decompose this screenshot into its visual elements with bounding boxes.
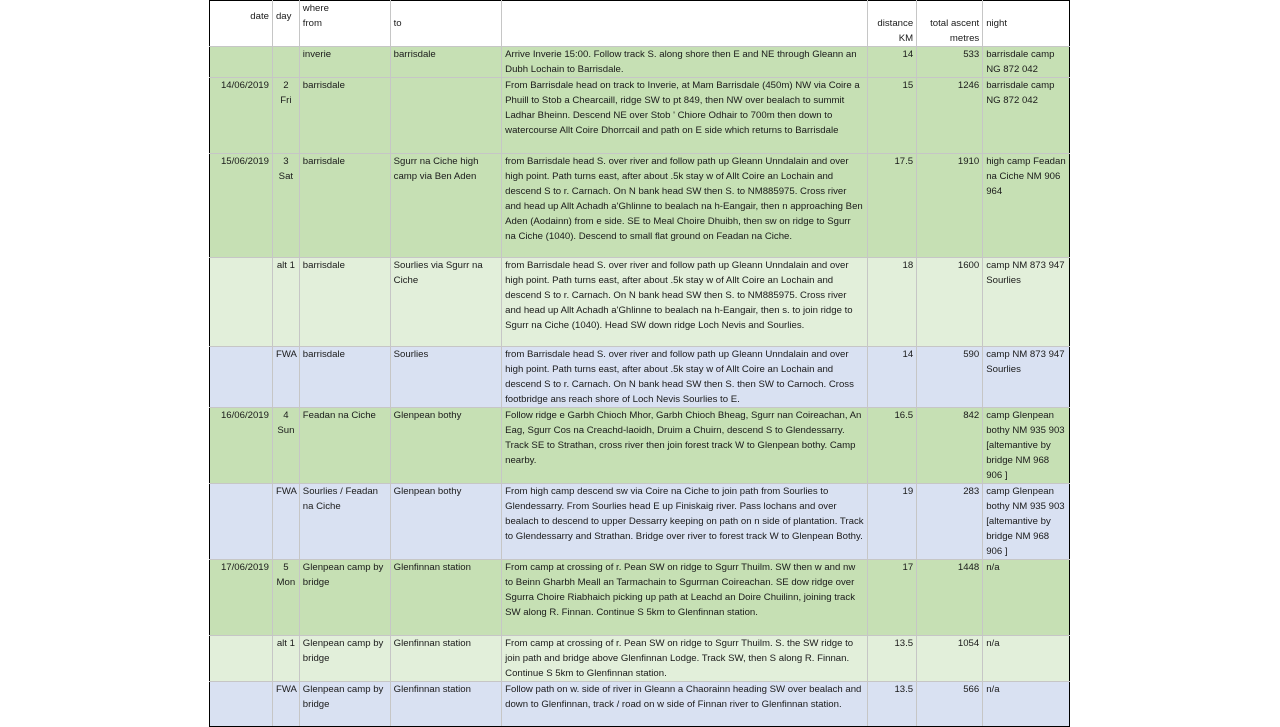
to-cell: Glenpean bothy	[390, 408, 502, 484]
night-cell: n/a	[983, 636, 1070, 682]
day-number: 5	[283, 562, 289, 573]
header-to-label: to	[393, 18, 402, 29]
night-cell: camp NM 873 947 Sourlies	[983, 347, 1070, 408]
date-cell	[210, 47, 273, 78]
table-row	[210, 560, 1070, 636]
table-row	[210, 408, 1070, 484]
table-row	[210, 258, 1070, 347]
table-row	[210, 347, 1070, 408]
from-cell: barrisdale	[299, 347, 390, 408]
date-cell	[210, 484, 273, 560]
header-day-label: day	[275, 11, 292, 22]
day-number: 3	[283, 156, 289, 167]
day-num-cell: FWA	[272, 682, 299, 727]
header-to	[390, 1, 502, 47]
night-cell: barrisdale camp NG 872 042	[983, 47, 1070, 78]
header-date-label: date	[250, 11, 269, 22]
ascent-cell: 533	[917, 47, 983, 78]
to-cell: Glenfinnan station	[390, 560, 502, 636]
to-cell: Glenpean bothy	[390, 484, 502, 560]
date-cell	[210, 347, 273, 408]
route-cell: Arrive Inverie 15:00. Follow track S. along shore then E and NE through Gleann an Dubh Lochain to Barrisdale.	[502, 47, 867, 78]
table-row	[210, 484, 1070, 560]
distance-cell: 16.5	[867, 408, 917, 484]
to-cell: Sourlies via Sgurr na Ciche	[390, 258, 502, 347]
distance-cell: 13.5	[867, 636, 917, 682]
header-where-label: where	[302, 3, 329, 14]
day-name: Fri	[280, 95, 292, 106]
night-cell: high camp Feadan na Ciche NM 906 964	[983, 154, 1070, 258]
ascent-cell: 1910	[917, 154, 983, 258]
route-cell: Follow ridge e Garbh Chioch Mhor, Garbh Chioch Bheag, Sgurr nan Coireachan, An Eag, Sgurr Cos na Creachd-laoidh, Druim a Chuirn, descend S to Glendessarry. Track SE to Strathan, cross river then join forest track W to Glenpean bothy. Camp nearby.	[502, 408, 867, 484]
table-row	[210, 78, 1070, 154]
from-cell: inverie	[299, 47, 390, 78]
to-cell: Glenfinnan station	[390, 682, 502, 727]
day-name: Mon	[276, 577, 296, 588]
day-num-cell	[272, 408, 299, 484]
to-cell: Sgurr na Ciche high camp via Ben Aden	[390, 154, 502, 258]
day-name: Sat	[278, 171, 294, 182]
date-cell	[210, 258, 273, 347]
to-cell: Glenfinnan station	[390, 636, 502, 682]
night-cell: n/a	[983, 560, 1070, 636]
route-cell: Follow path on w. side of river in Gleann a Chaorainn heading SW over bealach and down to Glenfinnan, track / road on w side of Finnan river to Glenfinnan station.	[502, 682, 867, 727]
header-row	[210, 1, 1070, 47]
distance-cell: 17	[867, 560, 917, 636]
from-cell: Glenpean camp by bridge	[299, 560, 390, 636]
date-cell: 16/06/2019	[210, 408, 273, 484]
header-ascent-unit: metres	[949, 33, 980, 44]
ascent-cell: 1054	[917, 636, 983, 682]
table-row	[210, 154, 1070, 258]
distance-cell: 17.5	[867, 154, 917, 258]
header-from	[299, 1, 390, 47]
night-cell: barrisdale camp NG 872 042	[983, 78, 1070, 154]
distance-cell: 18	[867, 258, 917, 347]
header-ascent-label: total ascent	[930, 18, 980, 29]
distance-cell: 13.5	[867, 682, 917, 727]
from-cell: barrisdale	[299, 78, 390, 154]
header-from-label: from	[302, 18, 322, 29]
day-num-cell	[272, 47, 299, 78]
day-num-cell: alt 1	[272, 636, 299, 682]
header-day	[272, 1, 299, 47]
date-cell: 15/06/2019	[210, 154, 273, 258]
distance-cell: 14	[867, 47, 917, 78]
date-cell: 14/06/2019	[210, 78, 273, 154]
route-cell: from Barrisdale head S. over river and follow path up Gleann Unndalain and over high point. Path turns east, after about .5k stay w of Allt Coire an Lochain and descend S to r. Carnach. On N bank head SW then S. to NM885975. Cross river and head up Allt Achadh a'Ghlinne to bealach na h-Eangair, then n approaching Ben Aden (Aodainn) from e side. SE to Meal Choire Dhuibh, then sw on ridge to Sgurr na Ciche (1040). Descend to small flat ground on Feadan na Ciche.	[502, 154, 867, 258]
night-cell: camp Glenpean bothy NM 935 903 [altemantive by bridge NM 968 906 ]	[983, 484, 1070, 560]
day-num-cell	[272, 560, 299, 636]
route-cell: From camp at crossing of r. Pean SW on ridge to Sgurr Thuilm. SW then w and nw to Beinn Gharbh Meall an Tarmachain to Sgurrnan Coireachan. SE dow ridge over Sgurra Choire Riabhaich picking up path at Leachd an Doire Chuilinn, joining track SW along R. Finnan. Continue S 5km to Glenfinnan station.	[502, 560, 867, 636]
table-row	[210, 47, 1070, 78]
night-cell: n/a	[983, 682, 1070, 727]
header-ascent	[917, 1, 983, 47]
header-night-label: night	[986, 18, 1008, 29]
route-plan-table	[209, 0, 1070, 727]
day-num-cell: FWA	[272, 347, 299, 408]
ascent-cell: 842	[917, 408, 983, 484]
day-number: 2	[283, 80, 289, 91]
distance-cell: 14	[867, 347, 917, 408]
to-cell	[390, 78, 502, 154]
ascent-cell: 1246	[917, 78, 983, 154]
distance-cell: 15	[867, 78, 917, 154]
header-distance-label: distance	[877, 18, 914, 29]
ascent-cell: 566	[917, 682, 983, 727]
night-cell: camp Glenpean bothy NM 935 903 [altemantive by bridge NM 968 906 ]	[983, 408, 1070, 484]
day-name: Sun	[277, 425, 295, 436]
from-cell: Sourlies / Feadan na Ciche	[299, 484, 390, 560]
distance-cell: 19	[867, 484, 917, 560]
ascent-cell: 1600	[917, 258, 983, 347]
route-cell: from Barrisdale head S. over river and follow path up Gleann Unndalain and over high point. Path turns east, after about .5k stay w of Allt Coire an Lochain and descend S to r. Carnach. On N bank head SW then S. then SW to Carnoch. Cross footbridge ans reach shore of Loch Nevis Sourlies to E.	[502, 347, 867, 408]
night-cell: camp NM 873 947 Sourlies	[983, 258, 1070, 347]
from-cell: Feadan na Ciche	[299, 408, 390, 484]
to-cell: Sourlies	[390, 347, 502, 408]
from-cell: Glenpean camp by bridge	[299, 682, 390, 727]
route-cell: from Barrisdale head S. over river and follow path up Gleann Unndalain and over high point. Path turns east, after about .5k stay w of Allt Coire an Lochain and descend S to r. Carnach. On N bank head SW then S. to NM885975. Cross river and head up Allt Achadh a'Ghlinne to bealach na h-Eangair, then s. to join ridge to Sgurr na Ciche (1040). Head SW down ridge Loch Nevis and Sourlies.	[502, 258, 867, 347]
from-cell: barrisdale	[299, 154, 390, 258]
header-distance-unit: KM	[898, 33, 914, 44]
from-cell: Glenpean camp by bridge	[299, 636, 390, 682]
route-cell: From camp at crossing of r. Pean SW on ridge to Sgurr Thuilm. S. the SW ridge to join path and bridge above Glenfinnan Lodge. Track SW, then S along R. Finnan. Continue S 5km to Glenfinnan station.	[502, 636, 867, 682]
route-cell: From high camp descend sw via Coire na Ciche to join path from Sourlies to Glendessarry. From Sourlies head E up Finiskaig river. Pass lochans and over bealach to descend to upper Dessarry keeping on path on n side of plantation. Track to Glendessarry and Strathan. Bridge over river to forest track W to Glenpean Bothy.	[502, 484, 867, 560]
date-cell	[210, 636, 273, 682]
day-num-cell	[272, 154, 299, 258]
day-num-cell: alt 1	[272, 258, 299, 347]
from-cell: barrisdale	[299, 258, 390, 347]
day-num-cell: FWA	[272, 484, 299, 560]
ascent-cell: 283	[917, 484, 983, 560]
header-route	[502, 1, 867, 47]
header-distance	[867, 1, 917, 47]
header-date	[210, 1, 273, 47]
ascent-cell: 590	[917, 347, 983, 408]
header-night	[983, 1, 1070, 47]
to-cell: barrisdale	[390, 47, 502, 78]
ascent-cell: 1448	[917, 560, 983, 636]
route-cell: From Barrisdale head on track to Inverie, at Mam Barrisdale (450m) NW via Coire a Phuill to Stob a Chearcaill, ridge SW to pt 849, then NW over bealach to summit Ladhar Bheinn. Descend NE over Stob ' Chiore Odhair to 700m then down to watercourse Allt Coire Dhorrcail and path on E side which returns to Barrisdale	[502, 78, 867, 154]
date-cell: 17/06/2019	[210, 560, 273, 636]
day-number: 4	[283, 410, 289, 421]
day-num-cell	[272, 78, 299, 154]
table-row	[210, 636, 1070, 682]
